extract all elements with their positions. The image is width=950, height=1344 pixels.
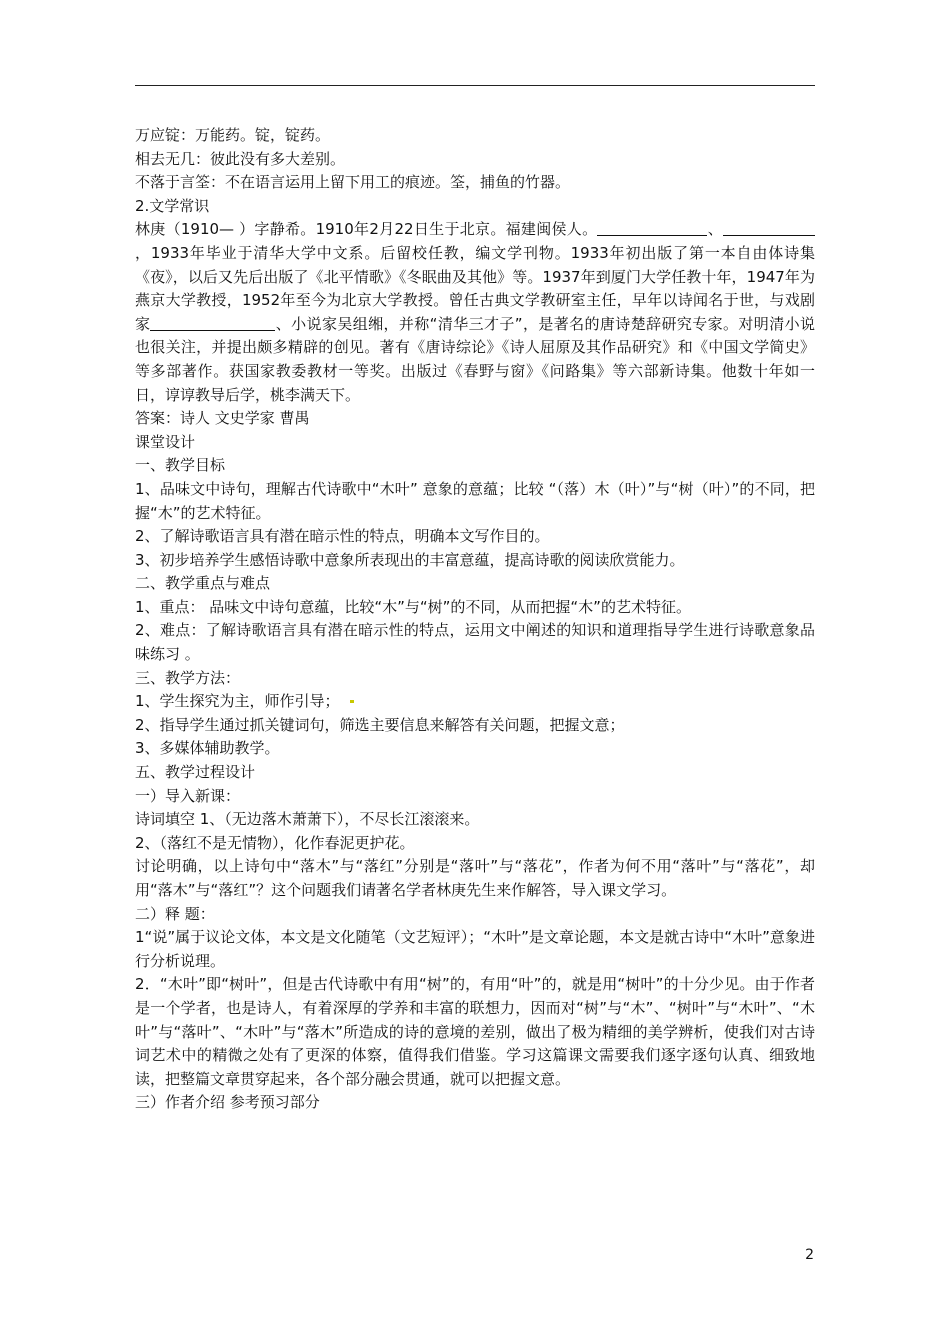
answer-line: 答案：诗人 文史学家 曹禺	[135, 409, 310, 428]
text-line: 2、难点：了解诗歌语言具有潜在暗示性的特点，运用文中阐述的知识和道理指导学生进行诗歌意象品味练习 。	[135, 621, 815, 664]
text-line	[135, 690, 815, 714]
text-line: 1、品味文中诗句，理解古代诗歌中“木叶” 意象的意蕴；比较 “（落）木（叶）”与“树（叶）”的不同，把握“木”的艺术特征。	[135, 479, 815, 522]
text-line: 1、重点： 品味文中诗句意蕴，比较“木”与“树”的不同，从而把握“木”的艺术特征。	[135, 597, 691, 616]
text-line: 相去无几：彼此没有多大差别。	[135, 149, 346, 168]
section-heading: 三）作者介绍 参考预习部分	[135, 1093, 320, 1112]
speck-mark	[350, 700, 354, 703]
fill-blank	[597, 219, 707, 236]
page-number: 2	[805, 1247, 814, 1263]
section-heading: 一、教学目标	[135, 456, 226, 475]
bio-separator: 、	[707, 220, 723, 239]
bio-text: 林庚（1910— ）字静希。1910年2月22日生于北京。福建闽侯人。	[135, 220, 598, 239]
section-heading: 课堂设计	[135, 432, 196, 451]
text-line: 2、（落红不是无情物），化作春泥更护花。	[135, 833, 415, 852]
method-item: 1、学生探究为主，师作引导；	[135, 692, 340, 711]
fill-blank	[803, 219, 815, 236]
document-body	[135, 124, 815, 1115]
section-heading: 二、教学重点与难点	[135, 574, 271, 593]
text-line: 2、了解诗歌语言具有潜在暗示性的特点，明确本文写作目的。	[135, 527, 550, 546]
section-heading: 一）导入新课：	[135, 786, 241, 805]
section-heading: 三、教学方法：	[135, 668, 241, 687]
section-heading: 2.文学常识	[135, 196, 210, 215]
header-rule	[135, 85, 815, 86]
bio-text: 、小说家吴组缃，并称“清华三才子”，是著名的唐诗楚辞研究专家。对明清小说也很关注，并提出颇多精辟的创见。著有《唐诗综论》《诗人屈原及其作品研究》和《中国文学简史》等多部著作。获国家教委教材一等奖。出版过《春野与窗》《问路集》等六部新诗集。他数十年如一日，谆谆教导后学，桃李满天下。	[135, 314, 815, 404]
text-line: 3、多媒体辅助教学。	[135, 739, 280, 758]
text-line: 2、指导学生通过抓关键词句，筛选主要信息来解答有关问题，把握文意；	[135, 715, 625, 734]
fill-blank	[723, 219, 803, 236]
bio-text: ，1933年毕业于清华大学中文系。后留校任教，编文学刊物。1933年初出版了第一本自由体诗集《夜》，以后又先后出版了《北平情歌》《冬眠曲及其他》等。1937年到厦门大学任教十年，1947年为燕京大学教授，1952年至今为北京大学教授。曾任古典文学教研室主任，早年以诗闻名于世，与戏剧家	[135, 243, 815, 333]
biography-paragraph	[135, 218, 815, 407]
text-line: 万应锭：万能药。锭，锭药。	[135, 126, 331, 144]
section-heading: 五、教学过程设计	[135, 763, 256, 782]
text-line: 诗词填空 1、（无边落木萧萧下），不尽长江滚滚来。	[135, 810, 480, 829]
fill-blank	[150, 314, 275, 331]
text-line: 3、初步培养学生感悟诗歌中意象所表现出的丰富意蕴，提高诗歌的阅读欣赏能力。	[135, 550, 685, 569]
text-line: 1“说”属于议论文体，本文是文化随笔（文艺短评）；“木叶”是文章论题，本文是就古诗中“木叶”意象进行分析说理。	[135, 928, 815, 970]
section-heading: 二）释 题：	[135, 904, 215, 923]
text-line: 讨论明确，以上诗句中“落木”与“落红”分别是“落叶”与“落花”，作者为何不用“落叶”与“落花”，却用“落木”与“落红”？这个问题我们请著名学者林庚先生来作解答，导入课文学习。	[135, 857, 815, 899]
text-line: 不落于言筌：不在语言运用上留下用工的痕迹。筌，捕鱼的竹器。	[135, 173, 571, 192]
text-line: 2．“木叶”即“树叶”，但是古代诗歌中有用“树”的，有用“叶”的，就是用“树叶”的十分少见。由于作者是一个学者，也是诗人，有着深厚的学养和丰富的联想力，因而对“树”与“木”、“树叶”与“木叶”、“木叶”与“落叶”、“木叶”与“落木”所造成的诗的意境的差别，做出了极为精细的美学辨析，使我们对古诗词艺术中的精微之处有了更深的体察，值得我们借鉴。学习这篇课文需要我们逐字逐句认真、细致地读，把整篇文章贯穿起来，各个部分融会贯通，就可以把握文意。	[135, 975, 815, 1088]
